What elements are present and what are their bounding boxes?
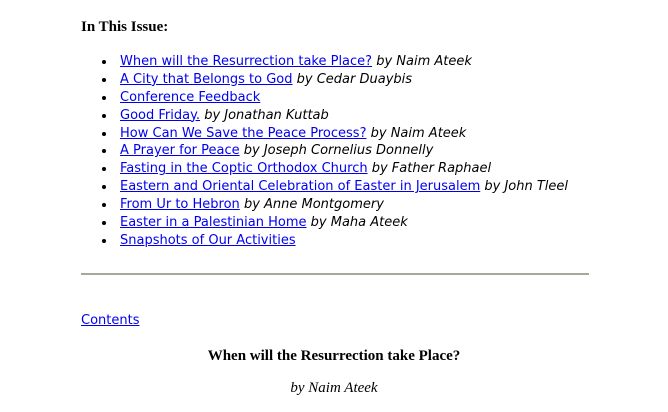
toc-item	[100, 107, 568, 125]
section-divider	[81, 273, 589, 275]
toc-link-prayer-for-peace[interactable]: A Prayer for Peace	[120, 143, 240, 159]
toc-item	[100, 160, 568, 178]
contents-link[interactable]: Contents	[81, 313, 140, 328]
toc-link-snapshots[interactable]: Snapshots of Our Activities	[120, 232, 296, 248]
toc-link-palestinian-home[interactable]: Easter in a Palestinian Home	[120, 215, 307, 231]
toc-author: by Father Raphael	[371, 161, 492, 177]
toc-author: by Joseph Cornelius Donnelly	[243, 143, 434, 159]
toc-item	[100, 232, 568, 250]
article-byline: by Naim Ateek	[290, 380, 378, 396]
toc-author: by Cedar Duaybis	[296, 71, 413, 87]
toc-link-resurrection[interactable]: When will the Resurrection take Place?	[120, 54, 373, 69]
toc-item	[100, 142, 568, 160]
toc-author: by John Tleel	[484, 179, 569, 195]
toc-item	[100, 89, 568, 107]
toc-link-good-friday[interactable]: Good Friday.	[120, 107, 201, 123]
toc-author: by Anne Montgomery	[243, 197, 384, 213]
toc-item	[100, 53, 568, 71]
toc-author: by Maha Ateek	[310, 215, 408, 231]
toc-item	[100, 196, 568, 214]
toc-link-peace-process[interactable]: How Can We Save the Peace Process?	[120, 125, 367, 141]
toc-item	[100, 71, 568, 89]
issue-heading: In This Issue:	[81, 19, 169, 35]
toc-item	[100, 178, 568, 196]
toc-item	[100, 125, 568, 143]
toc-item	[100, 214, 568, 232]
toc-link-ur-to-hebron[interactable]: From Ur to Hebron	[120, 197, 240, 213]
toc-link-coptic-fasting[interactable]: Fasting in the Coptic Orthodox Church	[120, 161, 368, 177]
toc-link-city-of-god[interactable]: A City that Belongs to God	[120, 71, 293, 87]
toc-link-easter-jerusalem[interactable]: Eastern and Oriental Celebration of Easter in Jerusalem	[120, 179, 481, 195]
toc-author: by Naim Ateek	[376, 54, 472, 69]
toc-link-conference-feedback[interactable]: Conference Feedback	[120, 89, 261, 105]
toc-author: by Naim Ateek	[370, 125, 467, 141]
issue-toc-list	[100, 53, 568, 250]
article-title: When will the Resurrection take Place?	[207, 348, 461, 364]
toc-author: by Jonathan Kuttab	[204, 107, 329, 123]
